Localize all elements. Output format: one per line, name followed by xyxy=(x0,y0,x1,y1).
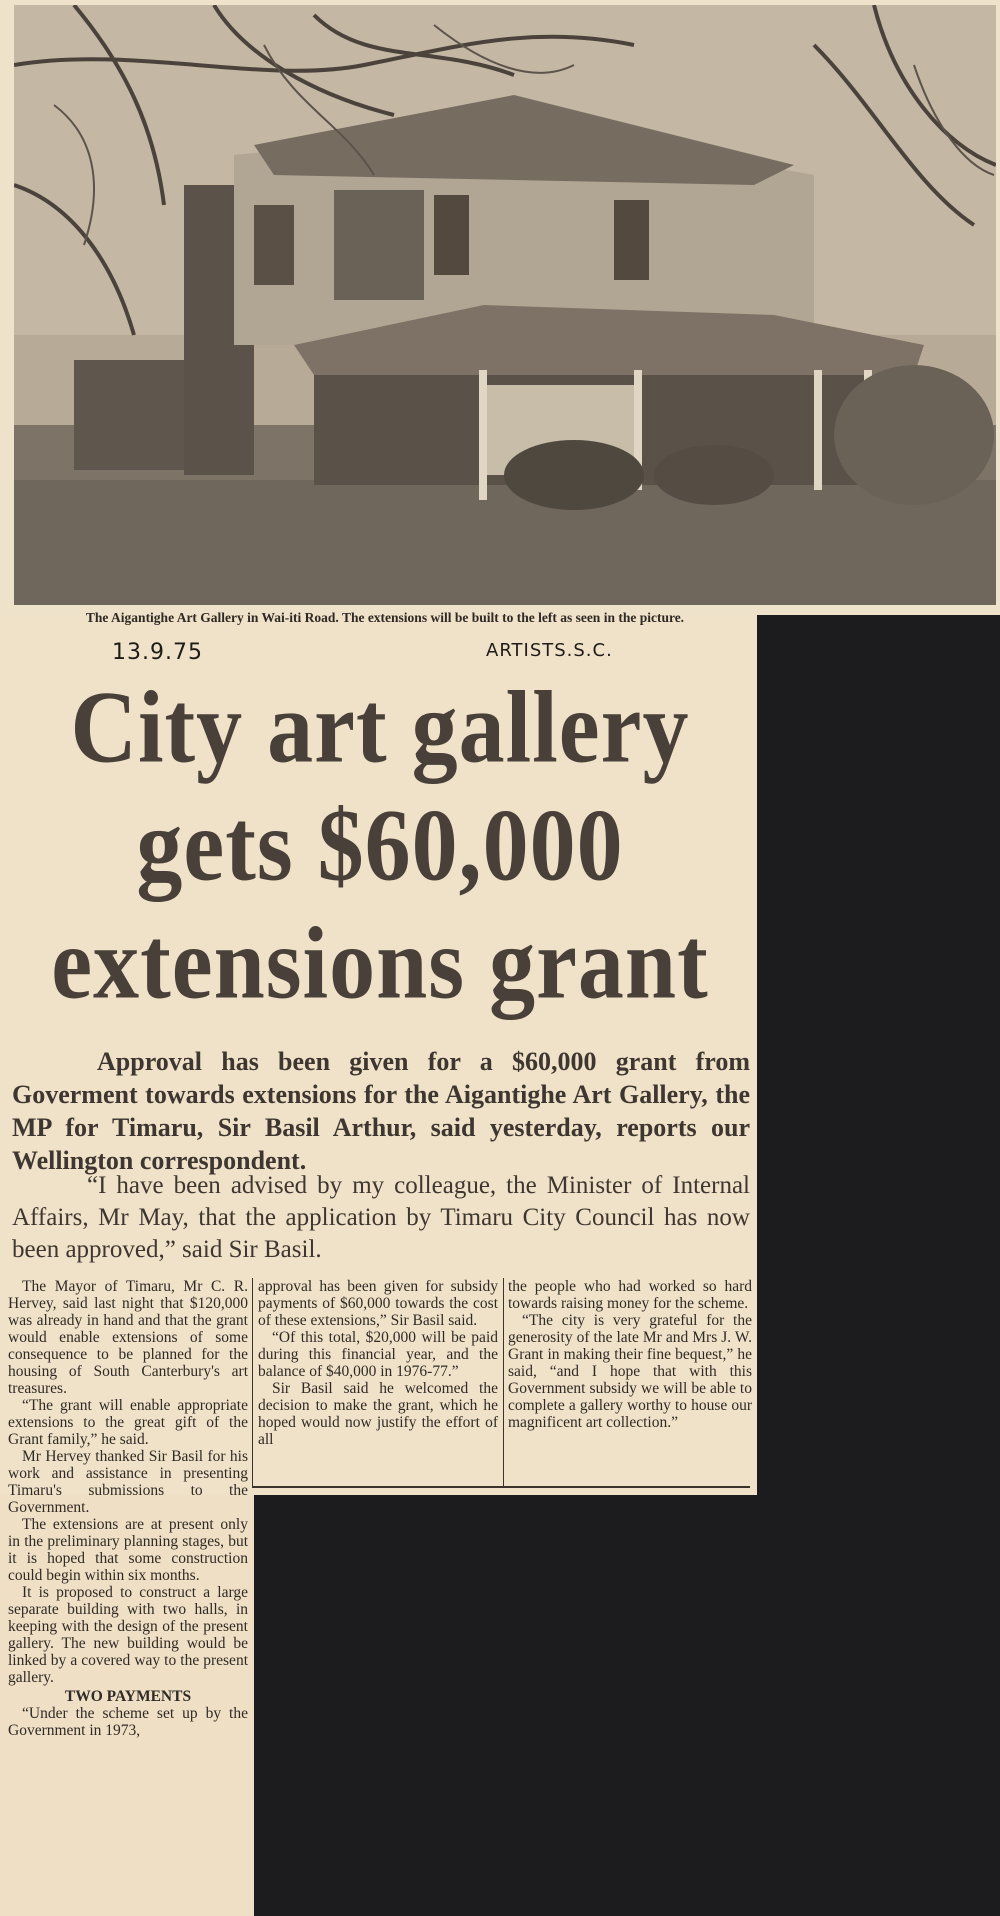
quote-text: “I have been advised by my colleague, the Minister of Internal Affairs, Mr May, that the application by Timaru City Council has now been approved,” said Sir Basil. xyxy=(12,1172,750,1263)
article-column-2 xyxy=(258,1278,498,1448)
headline-line-1: City art gallery xyxy=(70,669,690,785)
column-divider xyxy=(252,1278,253,1488)
column-paragraph: “Under the scheme set up by the Government in 1973, xyxy=(8,1705,248,1739)
column-paragraph: the people who had worked so hard towards raising money for the scheme. xyxy=(508,1278,752,1312)
column-paragraph: Mr Hervey thanked Sir Basil for his work and assistance in presenting Timaru's submissions to the Government. xyxy=(8,1448,248,1516)
gallery-photo xyxy=(14,5,996,605)
column-paragraph: The extensions are at present only in the preliminary planning stages, but it is hoped that some construction could begin within six months. xyxy=(8,1516,248,1584)
column-paragraph: “The city is very grateful for the generosity of the late Mr and Mrs J. W. Grant in making their fine bequest,” he said, “and I hope that with this Government subsidy we will be able to complete a gallery worthy to house our magnificent art collection.” xyxy=(508,1312,752,1431)
column-paragraph: Sir Basil said he welcomed the decision to make the grant, which he hoped would now justify the effort of all xyxy=(258,1380,498,1448)
column-paragraph: The Mayor of Timaru, Mr C. R. Hervey, said last night that $120,000 was already in hand and that the grant would enable extensions of some consequence to be planned for the housing of South Canterbury's art treasures. xyxy=(8,1278,248,1397)
photo-caption: The Aigantighe Art Gallery in Wai-iti Road. The extensions will be built to the left as seen in the picture. xyxy=(85,610,685,625)
headline xyxy=(10,668,750,1022)
quote-paragraph xyxy=(12,1170,750,1266)
photo-image-icon xyxy=(14,5,996,605)
article-column-3 xyxy=(508,1278,752,1431)
lede-text: Approval has been given for a $60,000 grant from Goverment towards extensions for the Aigantighe Art Gallery, the MP for Timaru, Sir Basil Arthur, said yesterday, reports our Wellington correspondent. xyxy=(12,1047,750,1175)
headline-line-2: gets $60,000 xyxy=(136,787,624,903)
article-end-rule xyxy=(253,1486,750,1488)
column-paragraph: “Of this total, $20,000 will be paid during this financial year, and the balance of $40,000 in 1976-77.” xyxy=(258,1329,498,1380)
column-paragraph: “The grant will enable appropriate extensions to the great gift of the Grant family,” he said. xyxy=(8,1397,248,1448)
column-paragraph: It is proposed to construct a large separate building with two halls, in keeping with the design of the present gallery. The new building would be linked by a covered way to the present gallery. xyxy=(8,1584,248,1686)
handwritten-date: 13.9.75 xyxy=(112,640,203,665)
column-paragraph: approval has been given for subsidy payments of $60,000 towards the cost of these extensions,” Sir Basil said. xyxy=(258,1278,498,1329)
headline-line-3: extensions grant xyxy=(51,905,709,1021)
lede-paragraph xyxy=(12,1045,750,1177)
subheading: TWO PAYMENTS xyxy=(64,1688,192,1705)
handwritten-note: ARTISTS.S.C. xyxy=(486,640,613,661)
column-divider xyxy=(503,1278,504,1486)
article-column-1 xyxy=(8,1278,248,1739)
